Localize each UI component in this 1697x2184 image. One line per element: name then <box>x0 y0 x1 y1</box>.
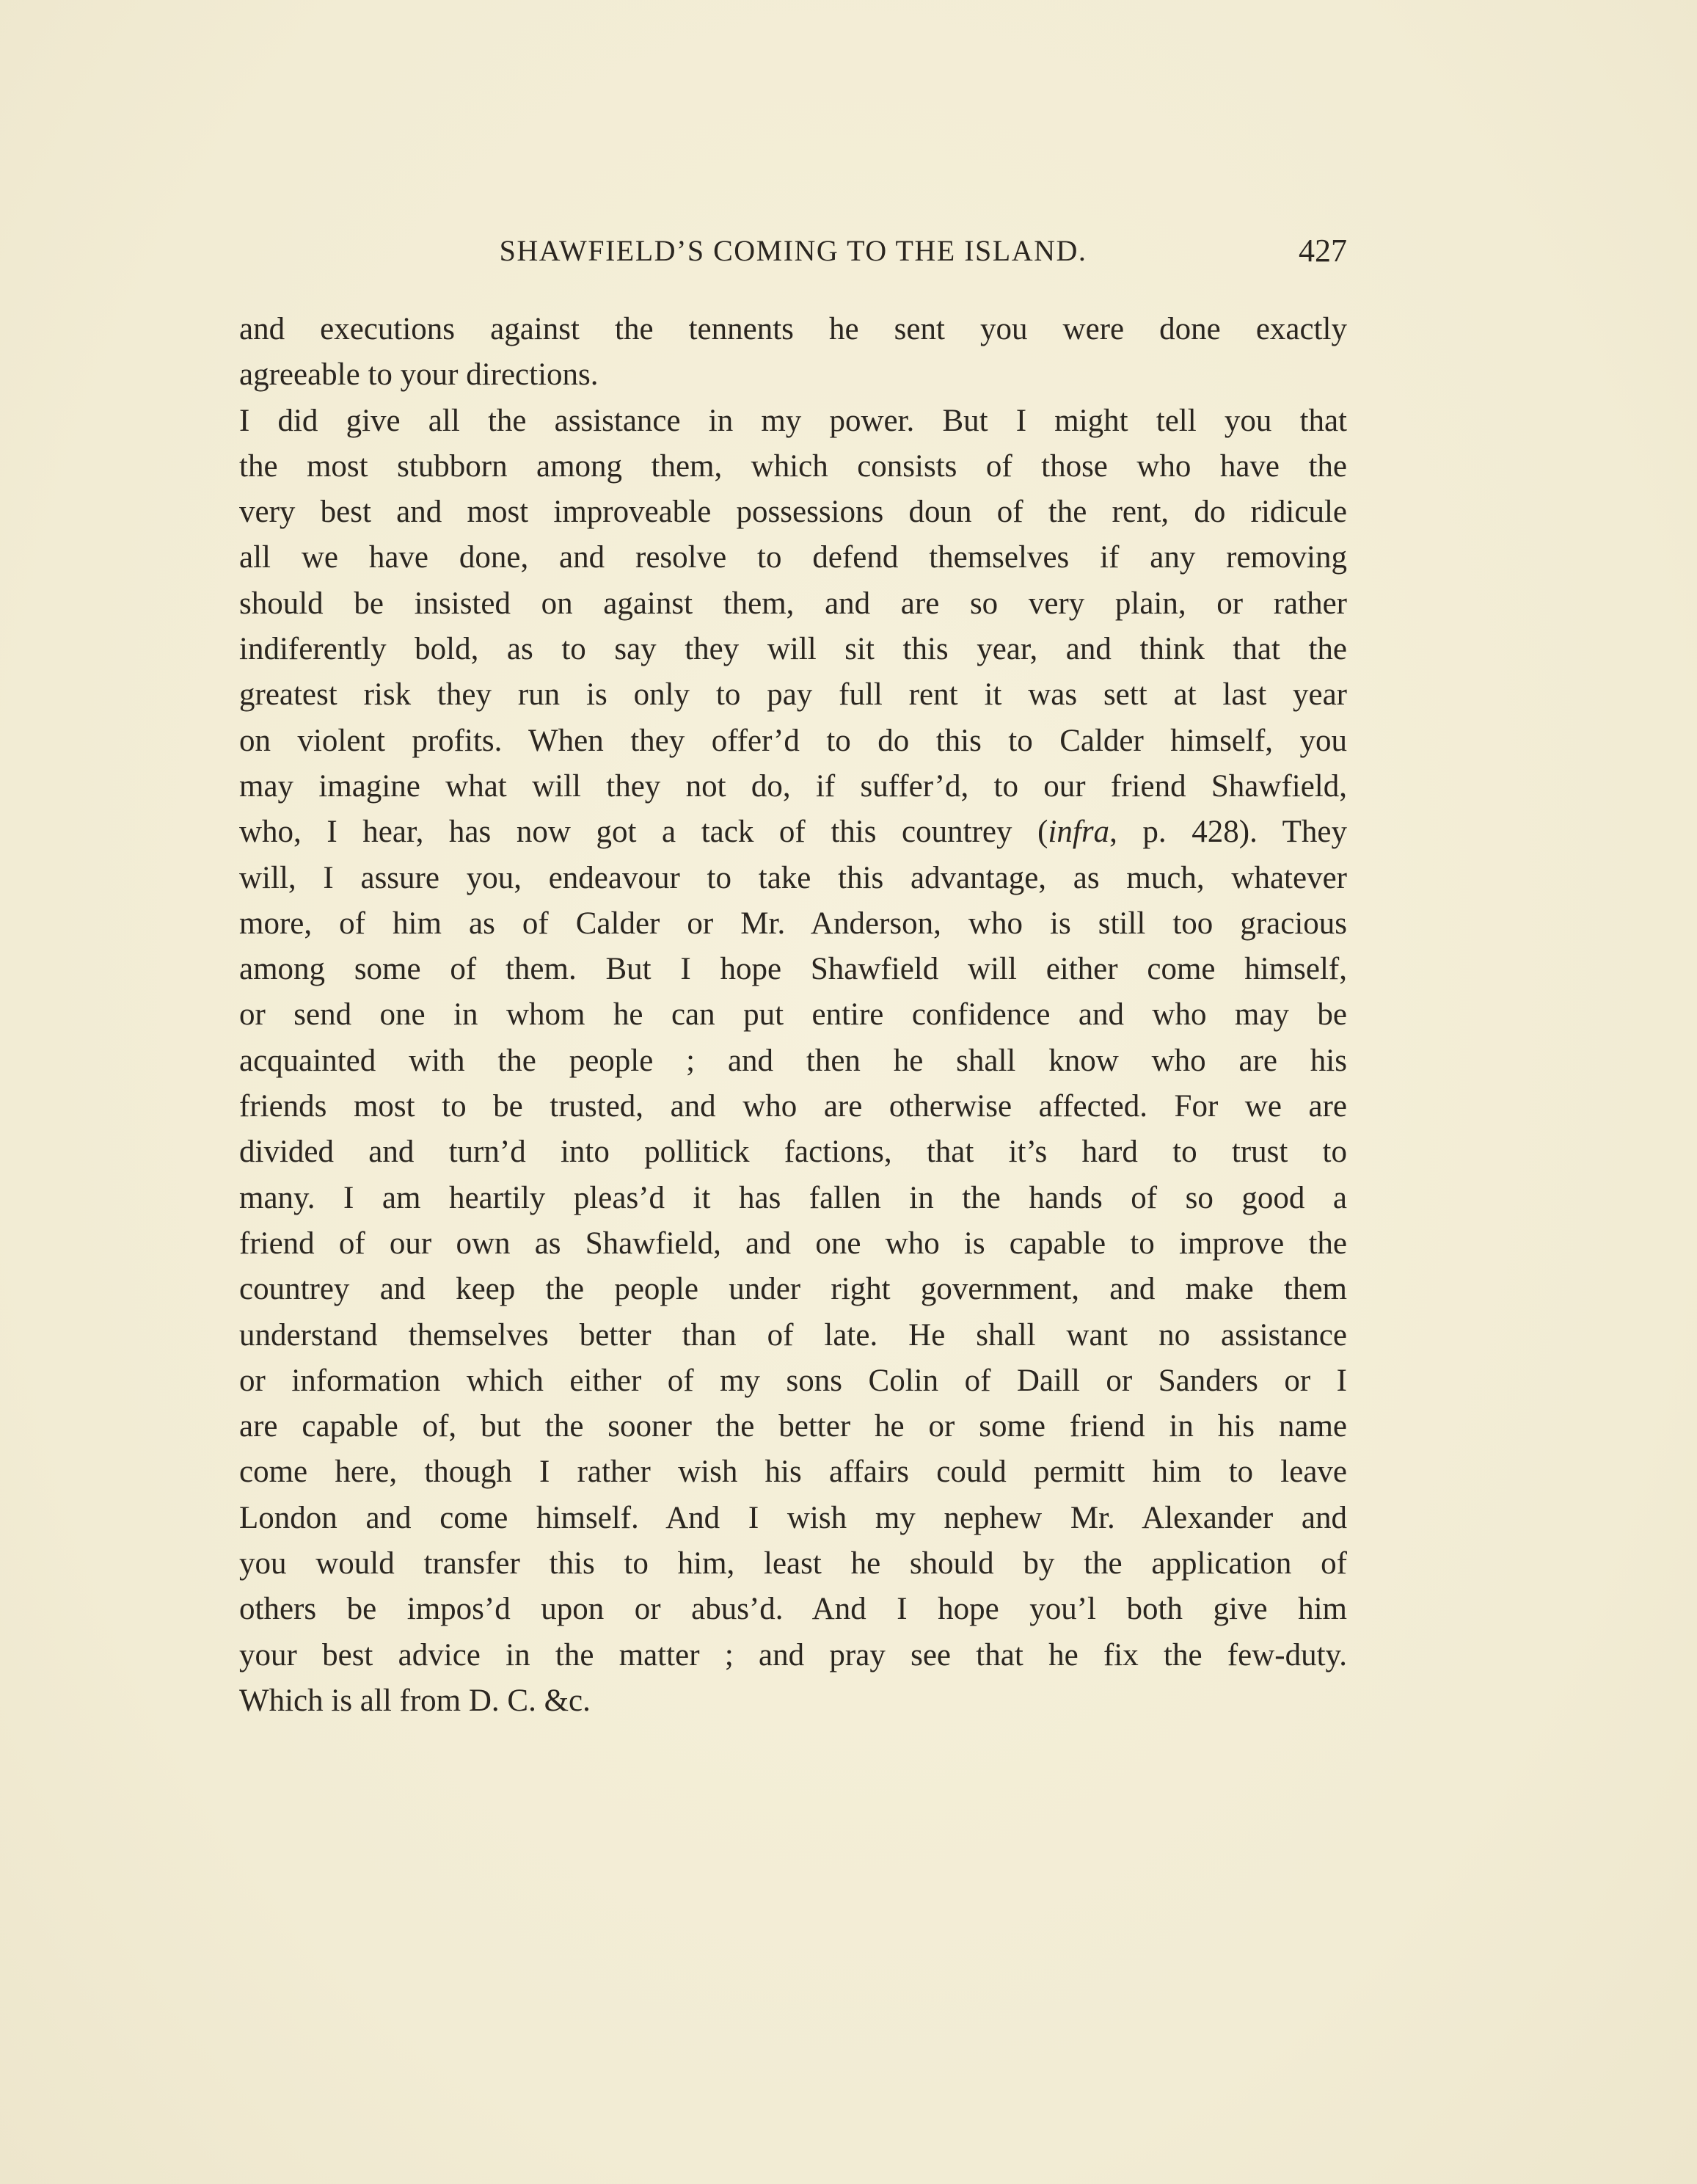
text-line: and executions against the tennents he sent you were done exactly <box>239 312 1347 346</box>
text-line: are capable of, but the sooner the better he or some friend in his name <box>239 1409 1347 1444</box>
text-line: very best and most improveable possessions doun of the rent, do ridicule <box>239 495 1347 530</box>
text-line: agreeable to your directions. <box>239 357 599 393</box>
text-line: friend of our own as Shawfield, and one who is capable to improve the <box>239 1226 1347 1261</box>
text-line: others be impos’d upon or abus’d. And I hope you’l both give him <box>239 1592 1347 1627</box>
text-line: all we have done, and resolve to defend themselves if any removing <box>239 540 1347 575</box>
running-head <box>239 229 1347 273</box>
text-line: on violent profits. When they offer’d to do this to Calder himself, you <box>239 723 1347 758</box>
text-line-with-italic <box>239 809 1347 855</box>
text-line: will, I assure you, endeavour to take this advantage, as much, whatever <box>239 860 1347 895</box>
text-line: or information which either of my sons Colin of Daill or Sanders or I <box>239 1363 1347 1398</box>
running-title: SHAWFIELD’S COMING TO THE ISLAND. <box>499 234 1087 267</box>
text-line: divided and turn’d into pollitick factions, that it’s hard to trust to <box>239 1135 1347 1170</box>
text-line: the most stubborn among them, which consists of those who have the <box>239 448 1347 484</box>
text-line: London and come himself. And I wish my nephew Mr. Alexander and <box>239 1500 1347 1535</box>
text-line: indiferently bold, as to say they will sit this year, and think that the <box>239 632 1347 667</box>
text-line: acquainted with the people ; and then he shall know who are his <box>239 1043 1347 1078</box>
text-line: you would transfer this to him, least he should by the application of <box>239 1546 1347 1581</box>
body-text <box>239 307 1347 1724</box>
text-line: many. I am heartily pleas’d it has fallen in the hands of so good a <box>239 1180 1347 1215</box>
text-line: may imagine what will they not do, if suffer’d, to our friend Shawfield, <box>239 768 1347 804</box>
text-line: friends most to be trusted, and who are otherwise affected. For we are <box>239 1089 1347 1124</box>
text-line: or send one in whom he can put entire confidence and who may be <box>239 997 1347 1033</box>
text-segment: , p. 428). They <box>1109 815 1347 850</box>
text-line: more, of him as of Calder or Mr. Anderson, who is still too gracious <box>239 906 1347 941</box>
text-line: among some of them. But I hope Shawfield will either come himself, <box>239 952 1347 987</box>
text-line: come here, though I rather wish his affairs could permitt him to leave <box>239 1455 1347 1490</box>
italic-reference: infra <box>1048 815 1110 850</box>
page-number: 427 <box>1299 233 1347 269</box>
text-line: understand themselves better than of late. He shall want no assistance <box>239 1317 1347 1353</box>
text-segment: who, I hear, has now got a tack of this countrey ( <box>239 815 1048 850</box>
text-line: greatest risk they run is only to pay full rent it was sett at last year <box>239 677 1347 713</box>
text-line: Which is all from D. C. &c. <box>239 1683 591 1718</box>
text-line: should be insisted on against them, and are so very plain, or rather <box>239 586 1347 621</box>
text-line: countrey and keep the people under right government, and make them <box>239 1272 1347 1307</box>
text-line: your best advice in the matter ; and pray see that he fix the few-duty. <box>239 1637 1347 1672</box>
text-line: I did give all the assistance in my power. But I might tell you that <box>239 403 1347 438</box>
